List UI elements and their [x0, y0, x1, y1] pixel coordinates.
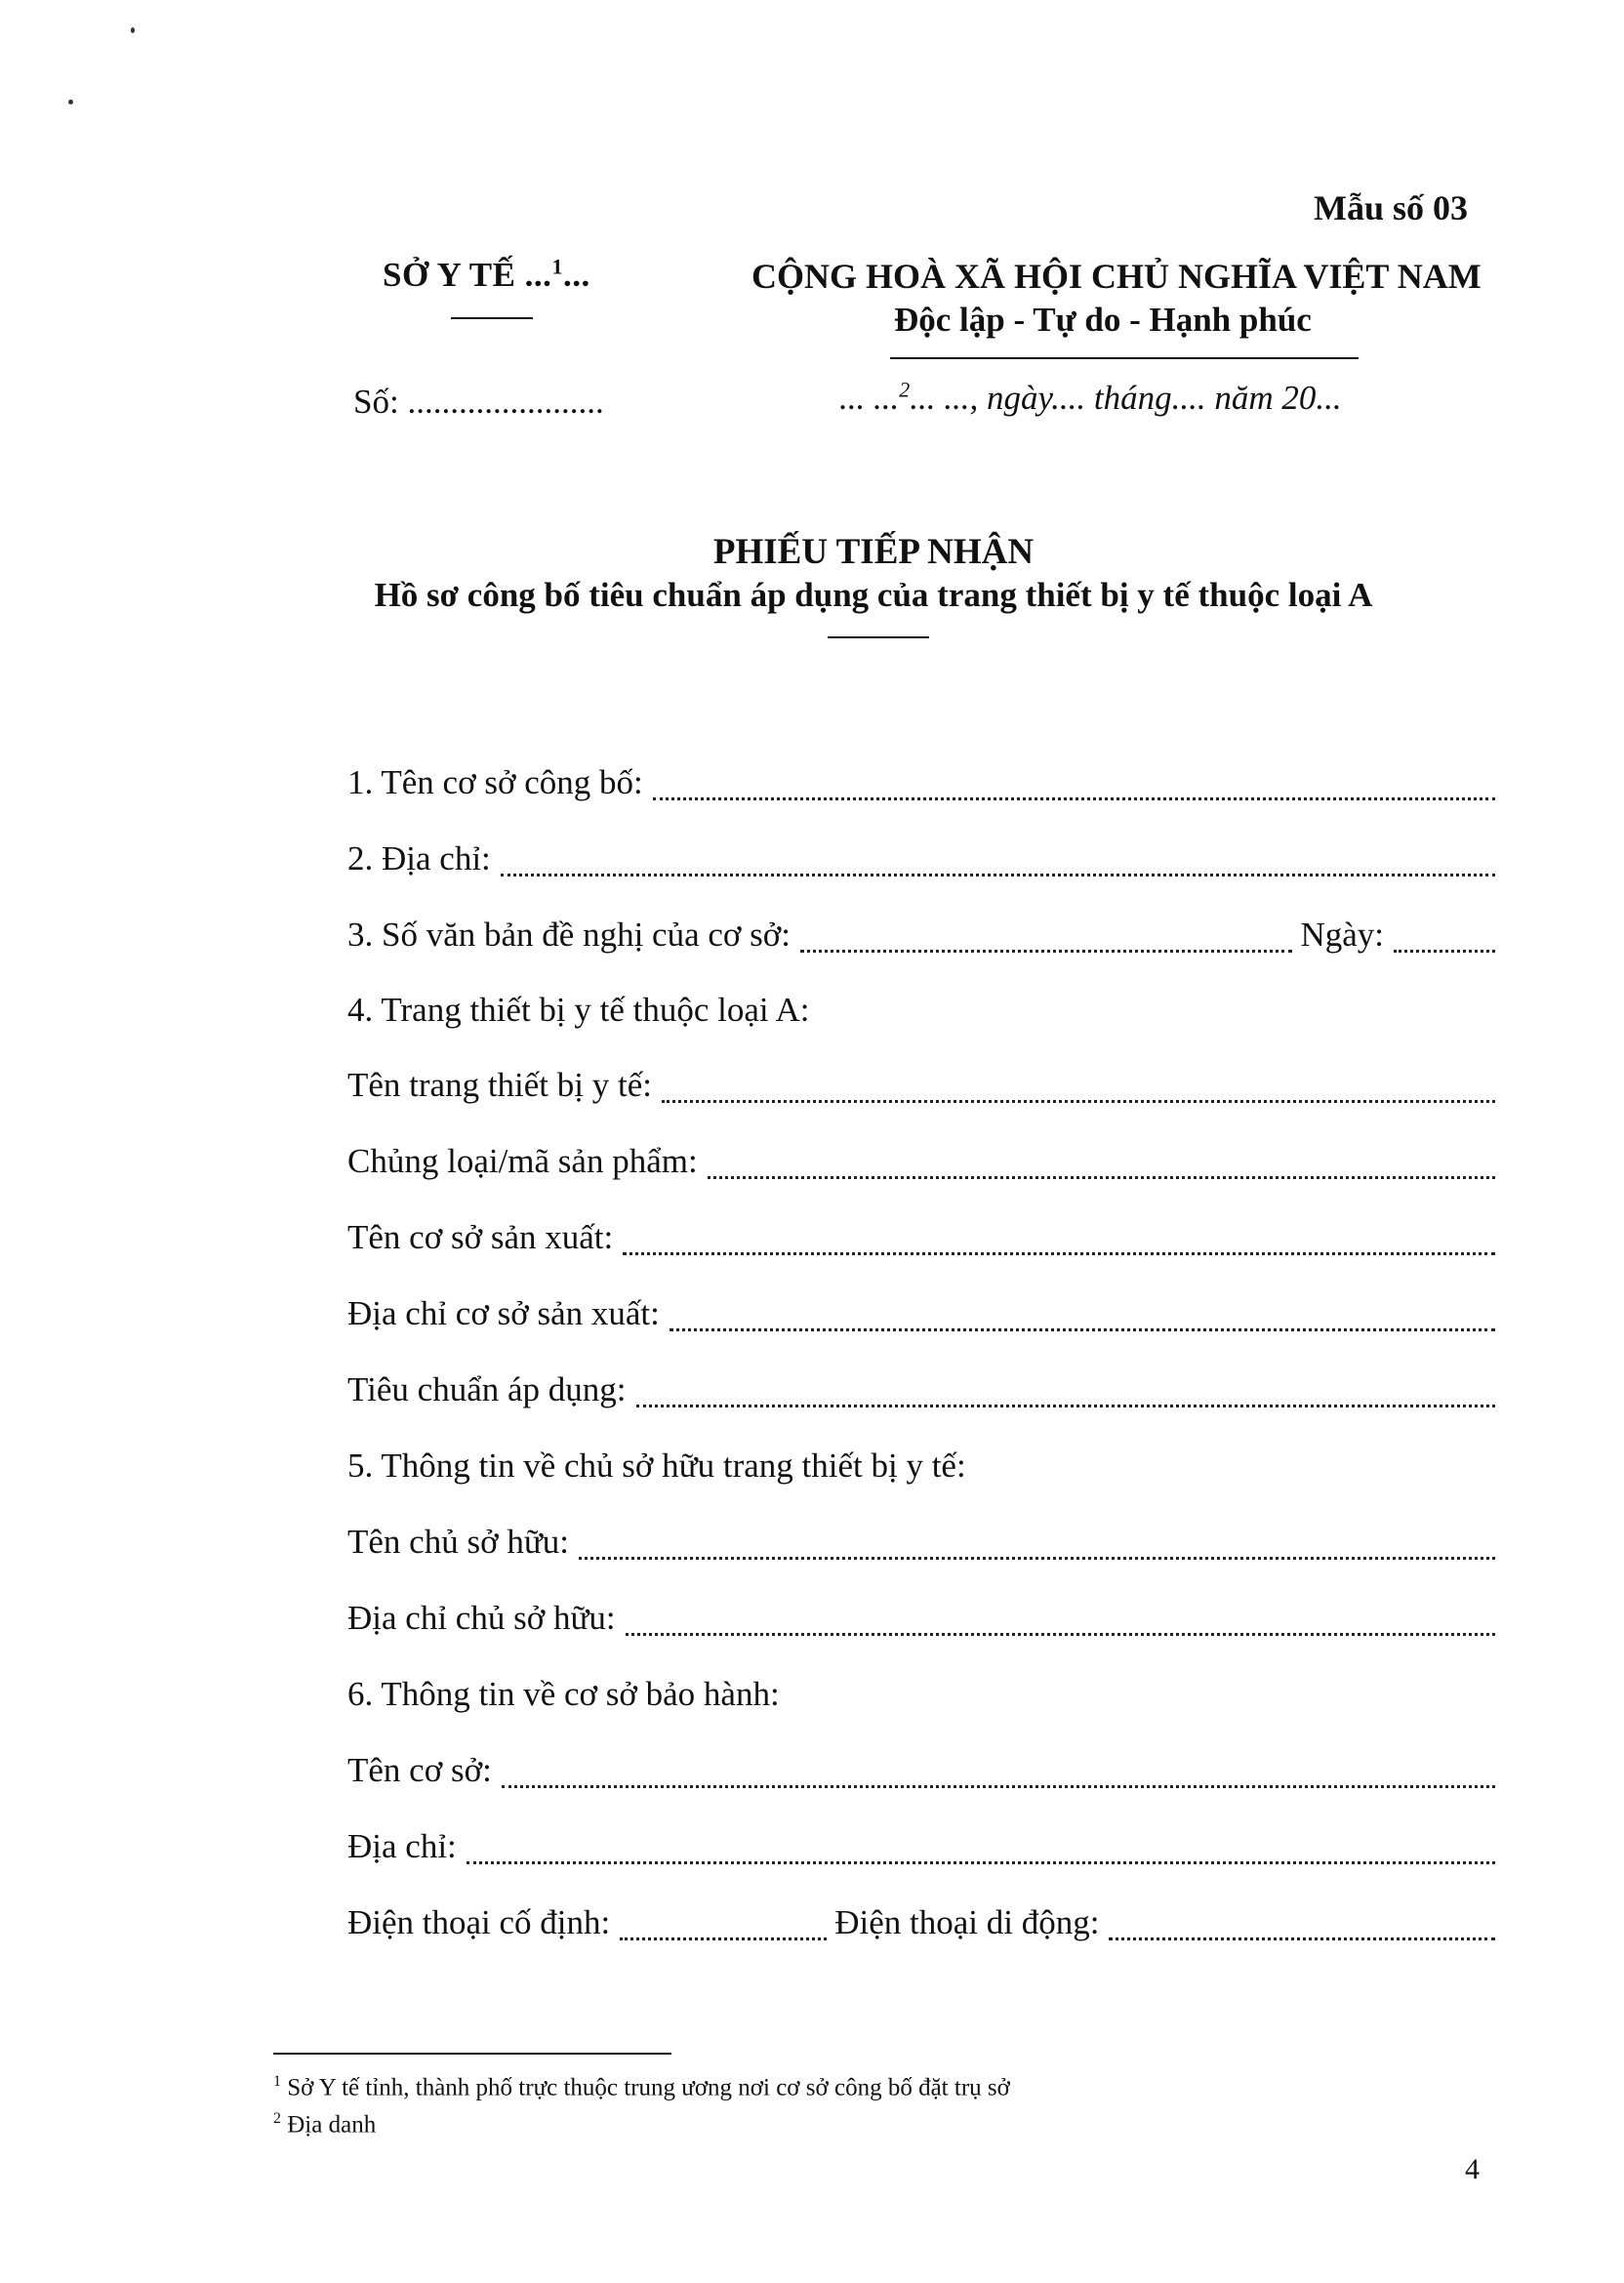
field-label: Điện thoại di động:: [834, 1903, 1100, 1941]
page-number: 4: [1465, 2153, 1480, 2185]
field-address[interactable]: [347, 839, 1495, 884]
agency-suffix: ...: [562, 256, 590, 294]
field-label: Tiêu chuẩn áp dụng:: [347, 1370, 627, 1408]
field-phones[interactable]: [347, 1903, 1495, 1948]
issuing-agency: [383, 256, 590, 295]
field-label: Tên cơ sở sản xuất:: [347, 1218, 614, 1256]
field-label: 1. Tên cơ sở công bố:: [347, 763, 643, 801]
field-label: Địa chỉ:: [347, 1827, 457, 1865]
field-facility-name[interactable]: [347, 763, 1495, 808]
fill-line[interactable]: [670, 1299, 1495, 1331]
fill-line[interactable]: [626, 1604, 1495, 1636]
form-subtitle: Hồ sơ công bố tiêu chuẩn áp dụng của trang thiết bị y tế thuộc loại A: [374, 576, 1373, 614]
footnote-text: Địa danh: [287, 2111, 377, 2139]
agency-name: SỞ Y TẾ ...: [383, 256, 552, 294]
field-warranty-name[interactable]: [347, 1751, 1495, 1796]
field-label: 3. Số văn bản đề nghị của cơ sở:: [347, 916, 792, 954]
title-underline: [828, 636, 929, 638]
date-suffix: ... ..., ngày.... tháng.... năm 20...: [910, 379, 1342, 417]
section-owner: [347, 1447, 1495, 1491]
footnote-text: Sở Y tế tỉnh, thành phố trực thuộc trung ương nơi cơ sở công bố đặt trụ sở: [287, 2074, 1010, 2101]
national-title: CỘNG HOÀ XÃ HỘI CHỦ NGHĨA VIỆT NAM: [751, 257, 1482, 296]
fill-line-date[interactable]: [1394, 920, 1495, 953]
field-request-number[interactable]: [347, 916, 1495, 960]
field-warranty-address[interactable]: [347, 1827, 1495, 1872]
fill-line[interactable]: [636, 1375, 1496, 1407]
fill-line[interactable]: [708, 1147, 1495, 1179]
place-date-line: [839, 379, 1342, 418]
field-owner-name[interactable]: [347, 1523, 1495, 1568]
footnote-2: [273, 2110, 376, 2139]
field-label: Tên cơ sở:: [347, 1751, 492, 1789]
agency-underline: [451, 317, 533, 319]
field-label: Địa chỉ chủ sở hữu:: [347, 1599, 616, 1637]
document-number: Số: .......................: [353, 383, 604, 421]
field-label: 2. Địa chỉ:: [347, 839, 491, 877]
field-label: Địa chỉ cơ sở sản xuất:: [347, 1294, 660, 1332]
field-label: Tên chủ sở hữu:: [347, 1523, 570, 1561]
field-manufacturer[interactable]: [347, 1218, 1495, 1263]
field-label: Chủng loại/mã sản phẩm:: [347, 1142, 698, 1180]
footnote-ref: 1: [273, 2073, 281, 2090]
fill-line[interactable]: [662, 1071, 1495, 1103]
fill-line[interactable]: [800, 920, 1292, 953]
field-device-name[interactable]: [347, 1066, 1495, 1111]
scan-speck: [68, 100, 73, 104]
form-title: PHIẾU TIẾP NHẬN: [712, 532, 1035, 572]
section-heading: 6. Thông tin về cơ sở bảo hành:: [347, 1675, 780, 1713]
motto-underline: [890, 357, 1359, 359]
date-footnote-ref: 2: [899, 377, 911, 402]
fill-line[interactable]: [502, 1756, 1495, 1788]
field-manufacturer-address[interactable]: [347, 1294, 1495, 1339]
footnote-separator: [273, 2053, 671, 2055]
fill-line[interactable]: [653, 768, 1495, 800]
section-heading: 4. Trang thiết bị y tế thuộc loại A:: [347, 991, 810, 1029]
fill-line[interactable]: [501, 844, 1495, 877]
field-owner-address[interactable]: [347, 1599, 1495, 1644]
fill-line[interactable]: [623, 1223, 1495, 1255]
section-heading: 5. Thông tin về chủ sở hữu trang thiết bị y tế:: [347, 1447, 966, 1485]
form-code: Mẫu số 03: [1313, 188, 1468, 227]
agency-footnote-ref: 1: [551, 254, 563, 279]
fill-line-mobile[interactable]: [1109, 1908, 1495, 1940]
date-prefix: ... ...: [839, 379, 900, 417]
fill-line-landline[interactable]: [620, 1908, 827, 1940]
section-device: [347, 991, 1495, 1036]
field-label: Ngày:: [1300, 916, 1384, 954]
footnote-ref: 2: [273, 2110, 281, 2127]
field-model-code[interactable]: [347, 1142, 1495, 1187]
field-standard[interactable]: [347, 1370, 1495, 1415]
section-warranty: [347, 1675, 1495, 1720]
national-motto: Độc lập - Tự do - Hạnh phúc: [894, 301, 1312, 339]
footnote-1: [273, 2073, 1010, 2101]
fill-line[interactable]: [579, 1528, 1495, 1560]
fill-line[interactable]: [467, 1832, 1495, 1864]
scan-speck: [131, 27, 135, 33]
field-label: Tên trang thiết bị y tế:: [347, 1066, 652, 1104]
field-label: Điện thoại cố định:: [347, 1903, 611, 1941]
